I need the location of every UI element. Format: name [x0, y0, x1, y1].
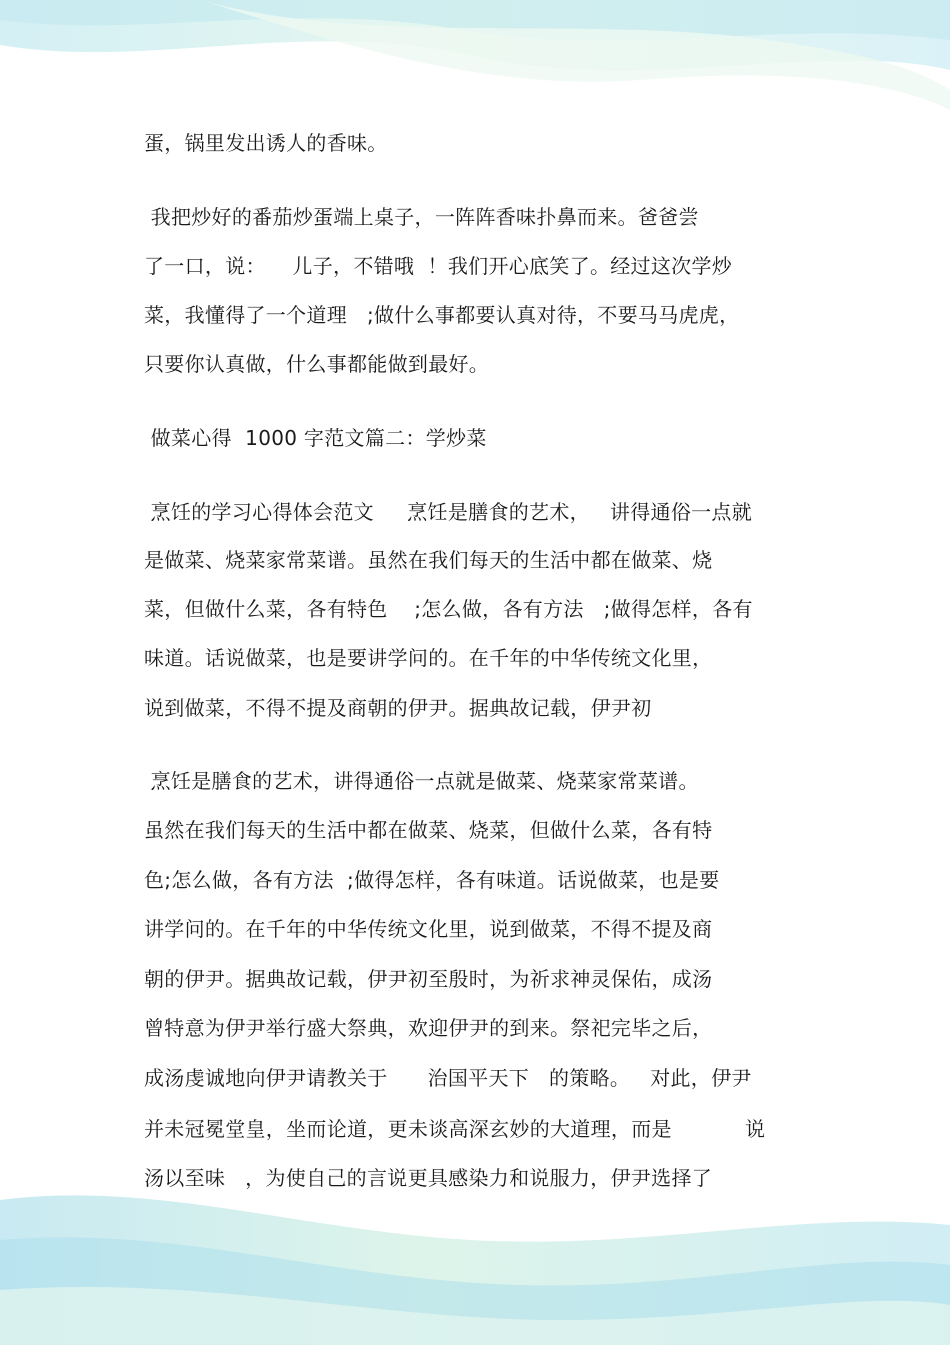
bottom-wave-decoration: [0, 1170, 950, 1345]
text-line: 讲学问的。在千年的中华传统文化里，说到做菜，不得不提及商: [144, 917, 713, 941]
text-line: 我把炒好的番茄炒蛋端上桌子，一阵阵香味扑鼻而来。爸爸尝: [144, 205, 699, 229]
text-line: 虽然在我们每天的生活中都在做菜、烧菜，但做什么菜，各有特: [144, 818, 713, 842]
text-line: 只要你认真做，什么事都能做到最好。: [144, 352, 490, 376]
top-wave-decoration: [0, 0, 950, 130]
text-line: 是做菜、烧菜家常菜谱。虽然在我们每天的生活中都在做菜、烧: [144, 548, 713, 572]
text-line: 烹饪是膳食的艺术，讲得通俗一点就是做菜、烧菜家常菜谱。: [144, 769, 699, 793]
text-line: 了一口，说： 儿子，不错哦 ！我们开心底笑了。经过这次学炒: [144, 254, 733, 278]
text-line: 烹饪的学习心得体会范文 烹饪是膳食的艺术， 讲得通俗一点就: [144, 500, 753, 524]
text-line: 曾特意为伊尹举行盛大祭典，欢迎伊尹的到来。祭祀完毕之后，: [144, 1016, 713, 1040]
text-line: 朝的伊尹。据典故记载，伊尹初至殷时，为祈求神灵保佑，成汤: [144, 967, 713, 991]
text-line: 菜，但做什么菜，各有特色 ;怎么做，各有方法 ;做得怎样，各有: [144, 597, 753, 621]
text-line: 成汤虔诚地向伊尹请教关于 治国平天下 的策略。 对此，伊尹: [144, 1066, 752, 1090]
text-line: 色;怎么做，各有方法 ;做得怎样，各有味道。话说做菜，也是要: [144, 868, 720, 892]
section-heading: 做菜心得 1000 字范文篇二：学炒菜: [144, 426, 487, 450]
text-line: 菜，我懂得了一个道理 ;做什么事都要认真对待，不要马马虎虎，: [144, 303, 740, 327]
text-line: 蛋，锅里发出诱人的香味。: [144, 131, 388, 155]
text-line: 并未冠冕堂皇，坐而论道，更未谈高深玄妙的大道理，而是 说: [144, 1117, 766, 1141]
text-line: 汤以至味 ，为使自己的言说更具感染力和说服力，伊尹选择了: [144, 1166, 713, 1190]
text-line: 味道。话说做菜，也是要讲学问的。在千年的中华传统文化里，: [144, 646, 713, 670]
text-line: 说到做菜，不得不提及商朝的伊尹。据典故记载，伊尹初: [144, 696, 652, 720]
